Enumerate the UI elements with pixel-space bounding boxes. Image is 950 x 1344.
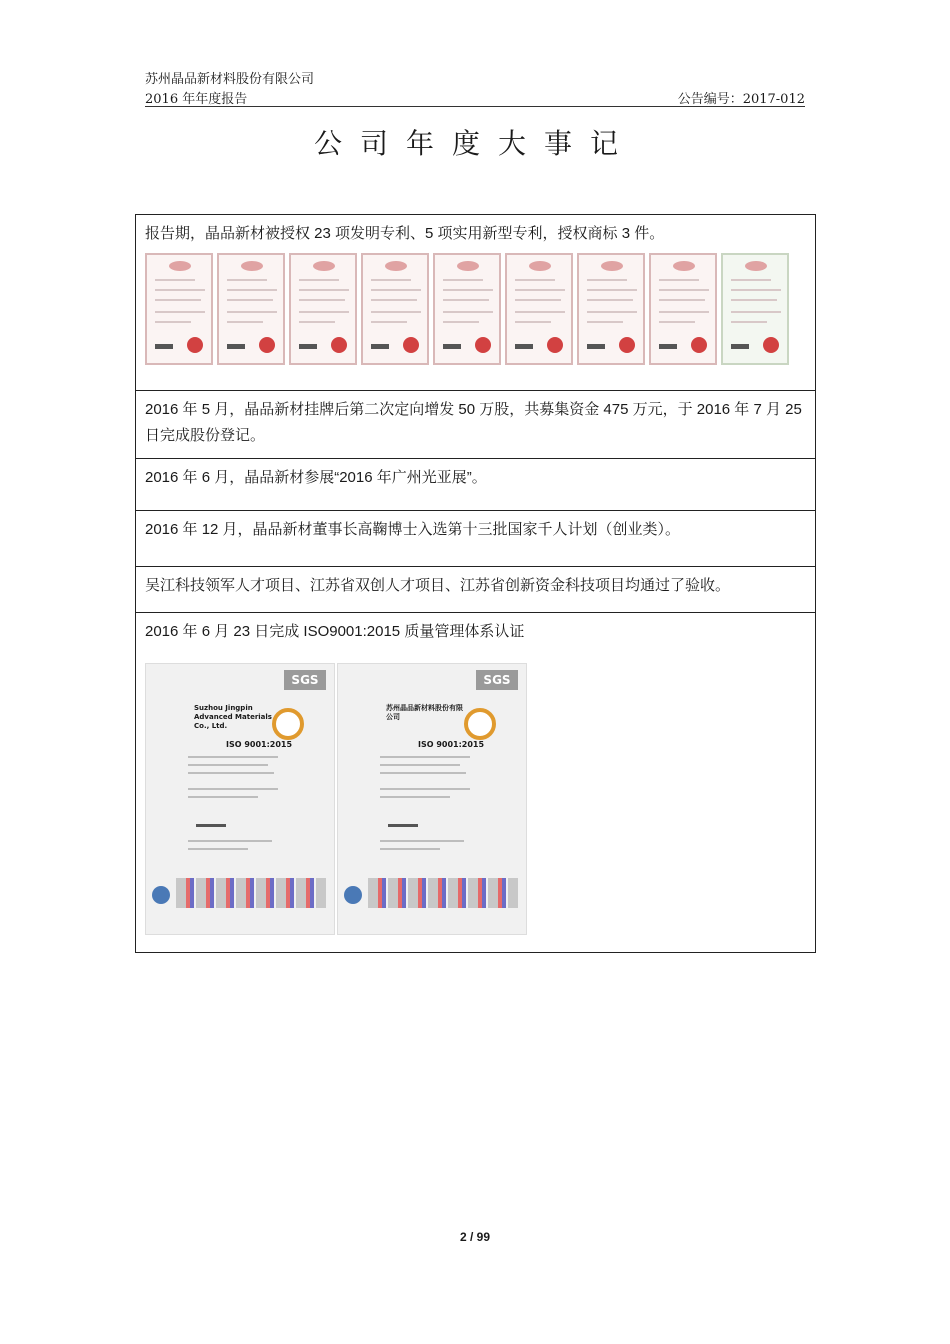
sgs-logo: SGS	[284, 670, 326, 690]
event-cell: 2016 年 5 月，晶品新材挂牌后第二次定向增发 50 万股，共募集资金 475 万元，于 2016 年 7 月 25 日完成股份登记。	[136, 391, 816, 459]
patent-certificate-image	[361, 253, 429, 365]
event-cell: 2016 年 6 月，晶品新材参展“2016 年广州光亚展”。	[136, 459, 816, 511]
patent-certificate-image	[505, 253, 573, 365]
event-row	[136, 511, 816, 567]
event-cell: 2016 年 12 月，晶品新材董事长高鞠博士入选第十三批国家千人计划（创业类）。	[136, 511, 816, 567]
patent-certificate-image	[649, 253, 717, 365]
patent-certificate-image	[433, 253, 501, 365]
patent-certificate-image	[145, 253, 213, 365]
patent-certificates	[145, 253, 806, 369]
page-number: 2 / 99	[459, 1230, 491, 1244]
header-row	[145, 88, 805, 107]
event-text: 2016 年 6 月 23 日完成 ISO9001:2015 质量管理体系认证	[145, 623, 525, 640]
header-company: 苏州晶品新材料股份有限公司	[145, 72, 315, 87]
header-notice-number: 公告编号：2017-012	[677, 92, 805, 107]
event-row	[136, 215, 816, 391]
header-report: 2016 年年度报告	[145, 92, 248, 107]
globe-icon	[152, 886, 170, 904]
iso-certificate-chinese	[337, 663, 527, 935]
certification-badge-icon	[464, 708, 496, 740]
page-title: 公司年度大事记	[313, 127, 636, 160]
sgs-logo: SGS	[476, 670, 518, 690]
patent-certificate-image	[577, 253, 645, 365]
iso-certificates	[145, 645, 806, 935]
sgs-footer-graphic	[176, 878, 326, 908]
patent-certificate-image	[217, 253, 285, 365]
sgs-footer-graphic	[368, 878, 518, 908]
event-row	[136, 391, 816, 459]
event-cell	[136, 613, 816, 953]
certificate-company-en: Suzhou Jingpin Advanced Materials Co., Ltd.	[194, 704, 272, 730]
iso-certificate-english	[145, 663, 335, 935]
certificate-company-cn: 苏州晶品新材料股份有限公司	[386, 704, 463, 721]
certification-badge-icon	[272, 708, 304, 740]
event-cell	[136, 215, 816, 391]
events-table	[135, 214, 816, 953]
event-row	[136, 567, 816, 613]
event-row	[136, 613, 816, 953]
globe-icon	[344, 886, 362, 904]
event-cell: 吴江科技领军人才项目、江苏省双创人才项目、江苏省创新资金科技项目均通过了验收。	[136, 567, 816, 613]
certificate-standard: ISO 9001:2015	[418, 740, 485, 749]
patent-certificate-image	[289, 253, 357, 365]
certificate-standard: ISO 9001:2015	[226, 740, 293, 749]
event-text: 报告期，晶品新材被授权 23 项发明专利、5 项实用新型专利，授权商标 3 件。	[145, 225, 665, 242]
utility-model-certificate-image	[721, 253, 789, 365]
event-row	[136, 459, 816, 511]
